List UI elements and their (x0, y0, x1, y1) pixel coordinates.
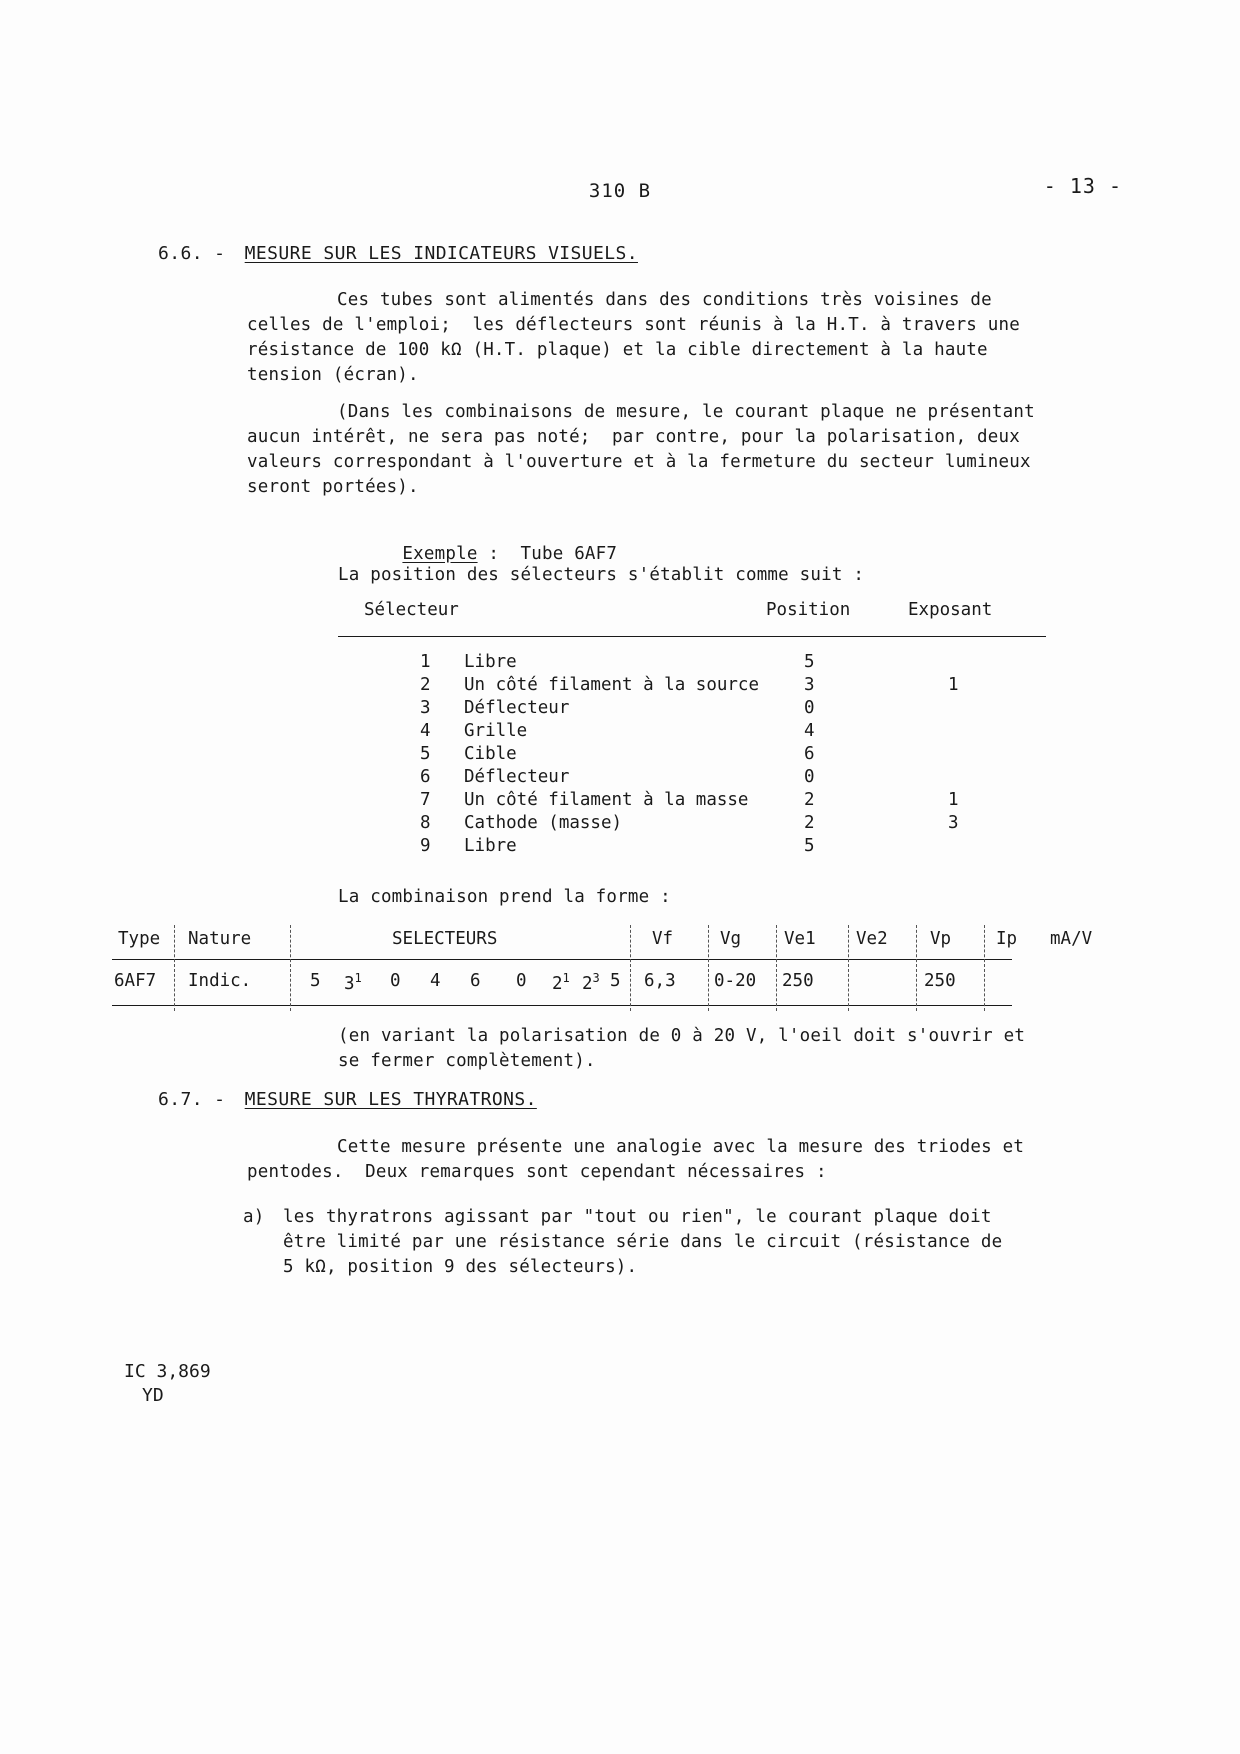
footer-initials: YD (142, 1385, 164, 1406)
grid-rule-top (112, 959, 1012, 960)
table-row (338, 812, 1048, 835)
column-header-type: Type (118, 929, 161, 949)
table-row (338, 743, 1048, 766)
paragraph-selector-intro: La position des sélecteurs s'établit comme suit : (338, 565, 865, 585)
table-row (338, 674, 1048, 697)
cell-selector-number: 9 (420, 836, 431, 856)
section-number: 6.6. - (158, 243, 226, 264)
example-label: Exemple (402, 544, 478, 564)
cell-selector-8-exponent: 3 (592, 971, 600, 985)
list-marker-a: a) (243, 1207, 265, 1227)
cell-position: 4 (804, 721, 815, 741)
cell-position: 5 (804, 652, 815, 672)
grid-divider (174, 925, 175, 1011)
cell-selector-number: 4 (420, 721, 431, 741)
cell-selector-number: 7 (420, 790, 431, 810)
table-row (338, 789, 1048, 812)
page-number: - 13 - (1043, 174, 1122, 198)
header-rule (338, 636, 1046, 637)
table-row (338, 697, 1048, 720)
cell-position: 2 (804, 813, 815, 833)
cell-selector-name: Un côté filament à la masse (464, 790, 749, 810)
cell-selector-number: 5 (420, 744, 431, 764)
cell-selector-2-exponent: 1 (354, 971, 362, 985)
cell-exponent: 1 (948, 675, 959, 695)
cell-selector-7 (552, 971, 570, 994)
cell-selector-7-exponent: 1 (562, 971, 570, 985)
cell-selector-name: Grille (464, 721, 528, 741)
cell-selector-number: 3 (420, 698, 431, 718)
column-header-nature: Nature (188, 929, 252, 949)
cell-nature: Indic. (188, 971, 252, 991)
cell-position: 2 (804, 790, 815, 810)
footer-reference: IC 3,869 (124, 1361, 211, 1382)
cell-position: 5 (804, 836, 815, 856)
example-value: : Tube 6AF7 (477, 544, 618, 564)
cell-selector-8 (582, 971, 600, 994)
grid-divider (708, 925, 709, 1011)
column-header-ip: Ip (996, 929, 1018, 949)
document-footer (124, 1360, 211, 1408)
cell-selector-2-value: 3 (344, 973, 355, 994)
cell-selector-name: Un côté filament à la source (464, 675, 760, 695)
column-header-selector: Sélecteur (364, 600, 459, 620)
table-row (338, 720, 1048, 743)
cell-selector-number: 8 (420, 813, 431, 833)
document-number: 310 B (588, 180, 652, 202)
column-header-ve1: Ve1 (784, 929, 816, 949)
cell-position: 0 (804, 698, 815, 718)
section-heading-6-6 (158, 243, 638, 264)
cell-selector-number: 6 (420, 767, 431, 787)
cell-position: 6 (804, 744, 815, 764)
cell-ve1: 250 (782, 971, 814, 991)
section-heading-6-7 (158, 1089, 537, 1110)
list-item: les thyratrons agissant par "tout ou rien", le courant plaque doit être limité par une résistance série dans le circuit (résistance de 5 kΩ, position 9 des sélecteurs). (283, 1207, 1014, 1277)
cell-selector-1: 5 (310, 971, 321, 991)
section-title: MESURE SUR LES INDICATEURS VISUELS. (244, 243, 638, 264)
column-header-ma-v: mA/V (1050, 929, 1093, 949)
cell-selector-3: 0 (390, 971, 401, 991)
grid-divider (776, 925, 777, 1011)
grid-divider (916, 925, 917, 1011)
grid-divider (290, 925, 291, 1011)
cell-selector-name: Libre (464, 836, 517, 856)
table-row (338, 766, 1048, 789)
cell-selector-name: Libre (464, 652, 517, 672)
grid-rule-bottom (112, 1005, 1012, 1006)
selector-table (338, 600, 1048, 858)
paragraph-tube-supply: Ces tubes sont alimentés dans des conditions très voisines de celles de l'emploi; les déflecteurs sont réunis à la H.T. à travers une résistance de 100 kΩ (H.T. plaque) et la cible directement à la haute tension (écran). (247, 290, 1031, 385)
cell-selector-name: Déflecteur (464, 698, 570, 718)
column-header-ve2: Ve2 (856, 929, 888, 949)
paragraph-thyratron-intro: Cette mesure présente une analogie avec la mesure des triodes et pentodes. Deux remarques sont cependant nécessaires : (247, 1137, 1035, 1182)
column-header-selecteurs: SELECTEURS (392, 929, 498, 949)
cell-selector-2 (344, 971, 362, 994)
table-row (338, 835, 1048, 858)
column-header-vf: Vf (652, 929, 674, 949)
cell-vf: 6,3 (644, 971, 676, 991)
cell-selector-name: Cathode (masse) (464, 813, 623, 833)
cell-type: 6AF7 (114, 971, 157, 991)
cell-selector-number: 1 (420, 652, 431, 672)
cell-selector-number: 2 (420, 675, 431, 695)
cell-vp: 250 (924, 971, 956, 991)
section-title: MESURE SUR LES THYRATRONS. (244, 1089, 537, 1110)
column-header-exponent: Exposant (908, 600, 993, 620)
column-header-position: Position (766, 600, 851, 620)
paragraph-combination-intro: La combinaison prend la forme : (338, 887, 671, 907)
grid-divider (630, 925, 631, 1011)
column-header-vp: Vp (930, 929, 952, 949)
cell-selector-name: Cible (464, 744, 517, 764)
selector-table-header (338, 600, 1048, 630)
cell-vg: 0-20 (714, 971, 757, 991)
cell-position: 0 (804, 767, 815, 787)
cell-exponent: 3 (948, 813, 959, 833)
table-row (338, 651, 1048, 674)
combination-grid (112, 925, 1093, 1011)
selector-table-body (338, 651, 1048, 858)
grid-divider (984, 925, 985, 1011)
cell-selector-name: Déflecteur (464, 767, 570, 787)
cell-position: 3 (804, 675, 815, 695)
cell-selector-4: 4 (430, 971, 441, 991)
cell-selector-6: 0 (516, 971, 527, 991)
combination-table (112, 925, 1093, 1011)
column-header-vg: Vg (720, 929, 742, 949)
cell-selector-5: 6 (470, 971, 481, 991)
grid-divider (848, 925, 849, 1011)
cell-selector-9: 5 (610, 971, 621, 991)
cell-exponent: 1 (948, 790, 959, 810)
section-number: 6.7. - (158, 1089, 226, 1110)
paragraph-polarization-note: (en variant la polarisation de 0 à 20 V, l'oeil doit s'ouvrir et se fermer complètement). (338, 1026, 1036, 1071)
cell-selector-7-value: 2 (552, 973, 563, 994)
paragraph-measurement-note: (Dans les combinaisons de mesure, le courant plaque ne présentant aucun intérêt, ne sera pas noté; par contre, pour la polarisation, deux valeurs correspondant à l'ouverture et à la fermeture du secteur lumineux seront portées). (247, 402, 1046, 497)
cell-selector-8-value: 2 (582, 973, 593, 994)
